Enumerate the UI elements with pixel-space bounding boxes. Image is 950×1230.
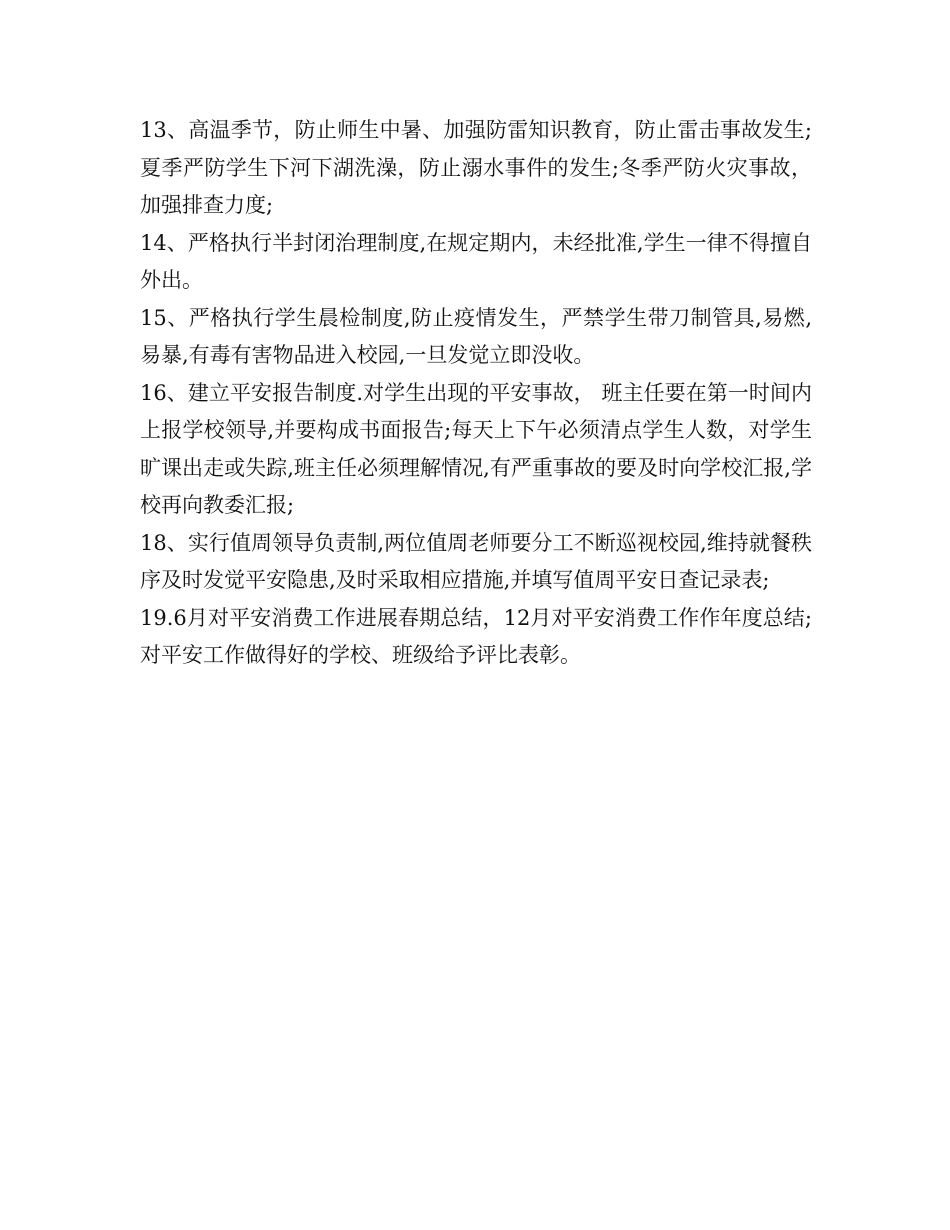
paragraph-14: 14、严格执行半封闭治理制度,在规定期内，未经批准,学生一律不得擅自外出。 bbox=[140, 230, 812, 292]
paragraph-15: 15、严格执行学生晨检制度,防止疫情发生，严禁学生带刀制管具,易燃,易暴,有毒有害物品进入校园,一旦发觉立即没收。 bbox=[140, 305, 812, 367]
paragraph-13: 13、高温季节，防止师生中暑、加强防雷知识教育，防止雷击事故发生;夏季严防学生下河下湖洗澡，防止溺水事件的发生;冬季严防火灾事故，加强排查力度; bbox=[140, 118, 812, 217]
document-body bbox=[140, 112, 812, 675]
paragraph-19: 19.6月对平安消费工作进展春期总结，12月对平安消费工作作年度总结;对平安工作做得好的学校、班级给予评比表彰。 bbox=[140, 605, 812, 667]
paragraph-18: 18、实行值周领导负责制,两位值周老师要分工不断巡视校园,维持就餐秩序及时发觉平安隐患,及时采取相应措施,并填写值周平安日查记录表; bbox=[140, 530, 812, 592]
paragraph-16: 16、建立平安报告制度.对学生出现的平安事故， 班主任要在第一时间内上报学校领导,并要构成书面报告;每天上下午必须清点学生人数，对学生旷课出走或失踪,班主任必须理解情况,有严重事故的要及时向学校汇报,学校再向教委汇报; bbox=[140, 380, 812, 517]
